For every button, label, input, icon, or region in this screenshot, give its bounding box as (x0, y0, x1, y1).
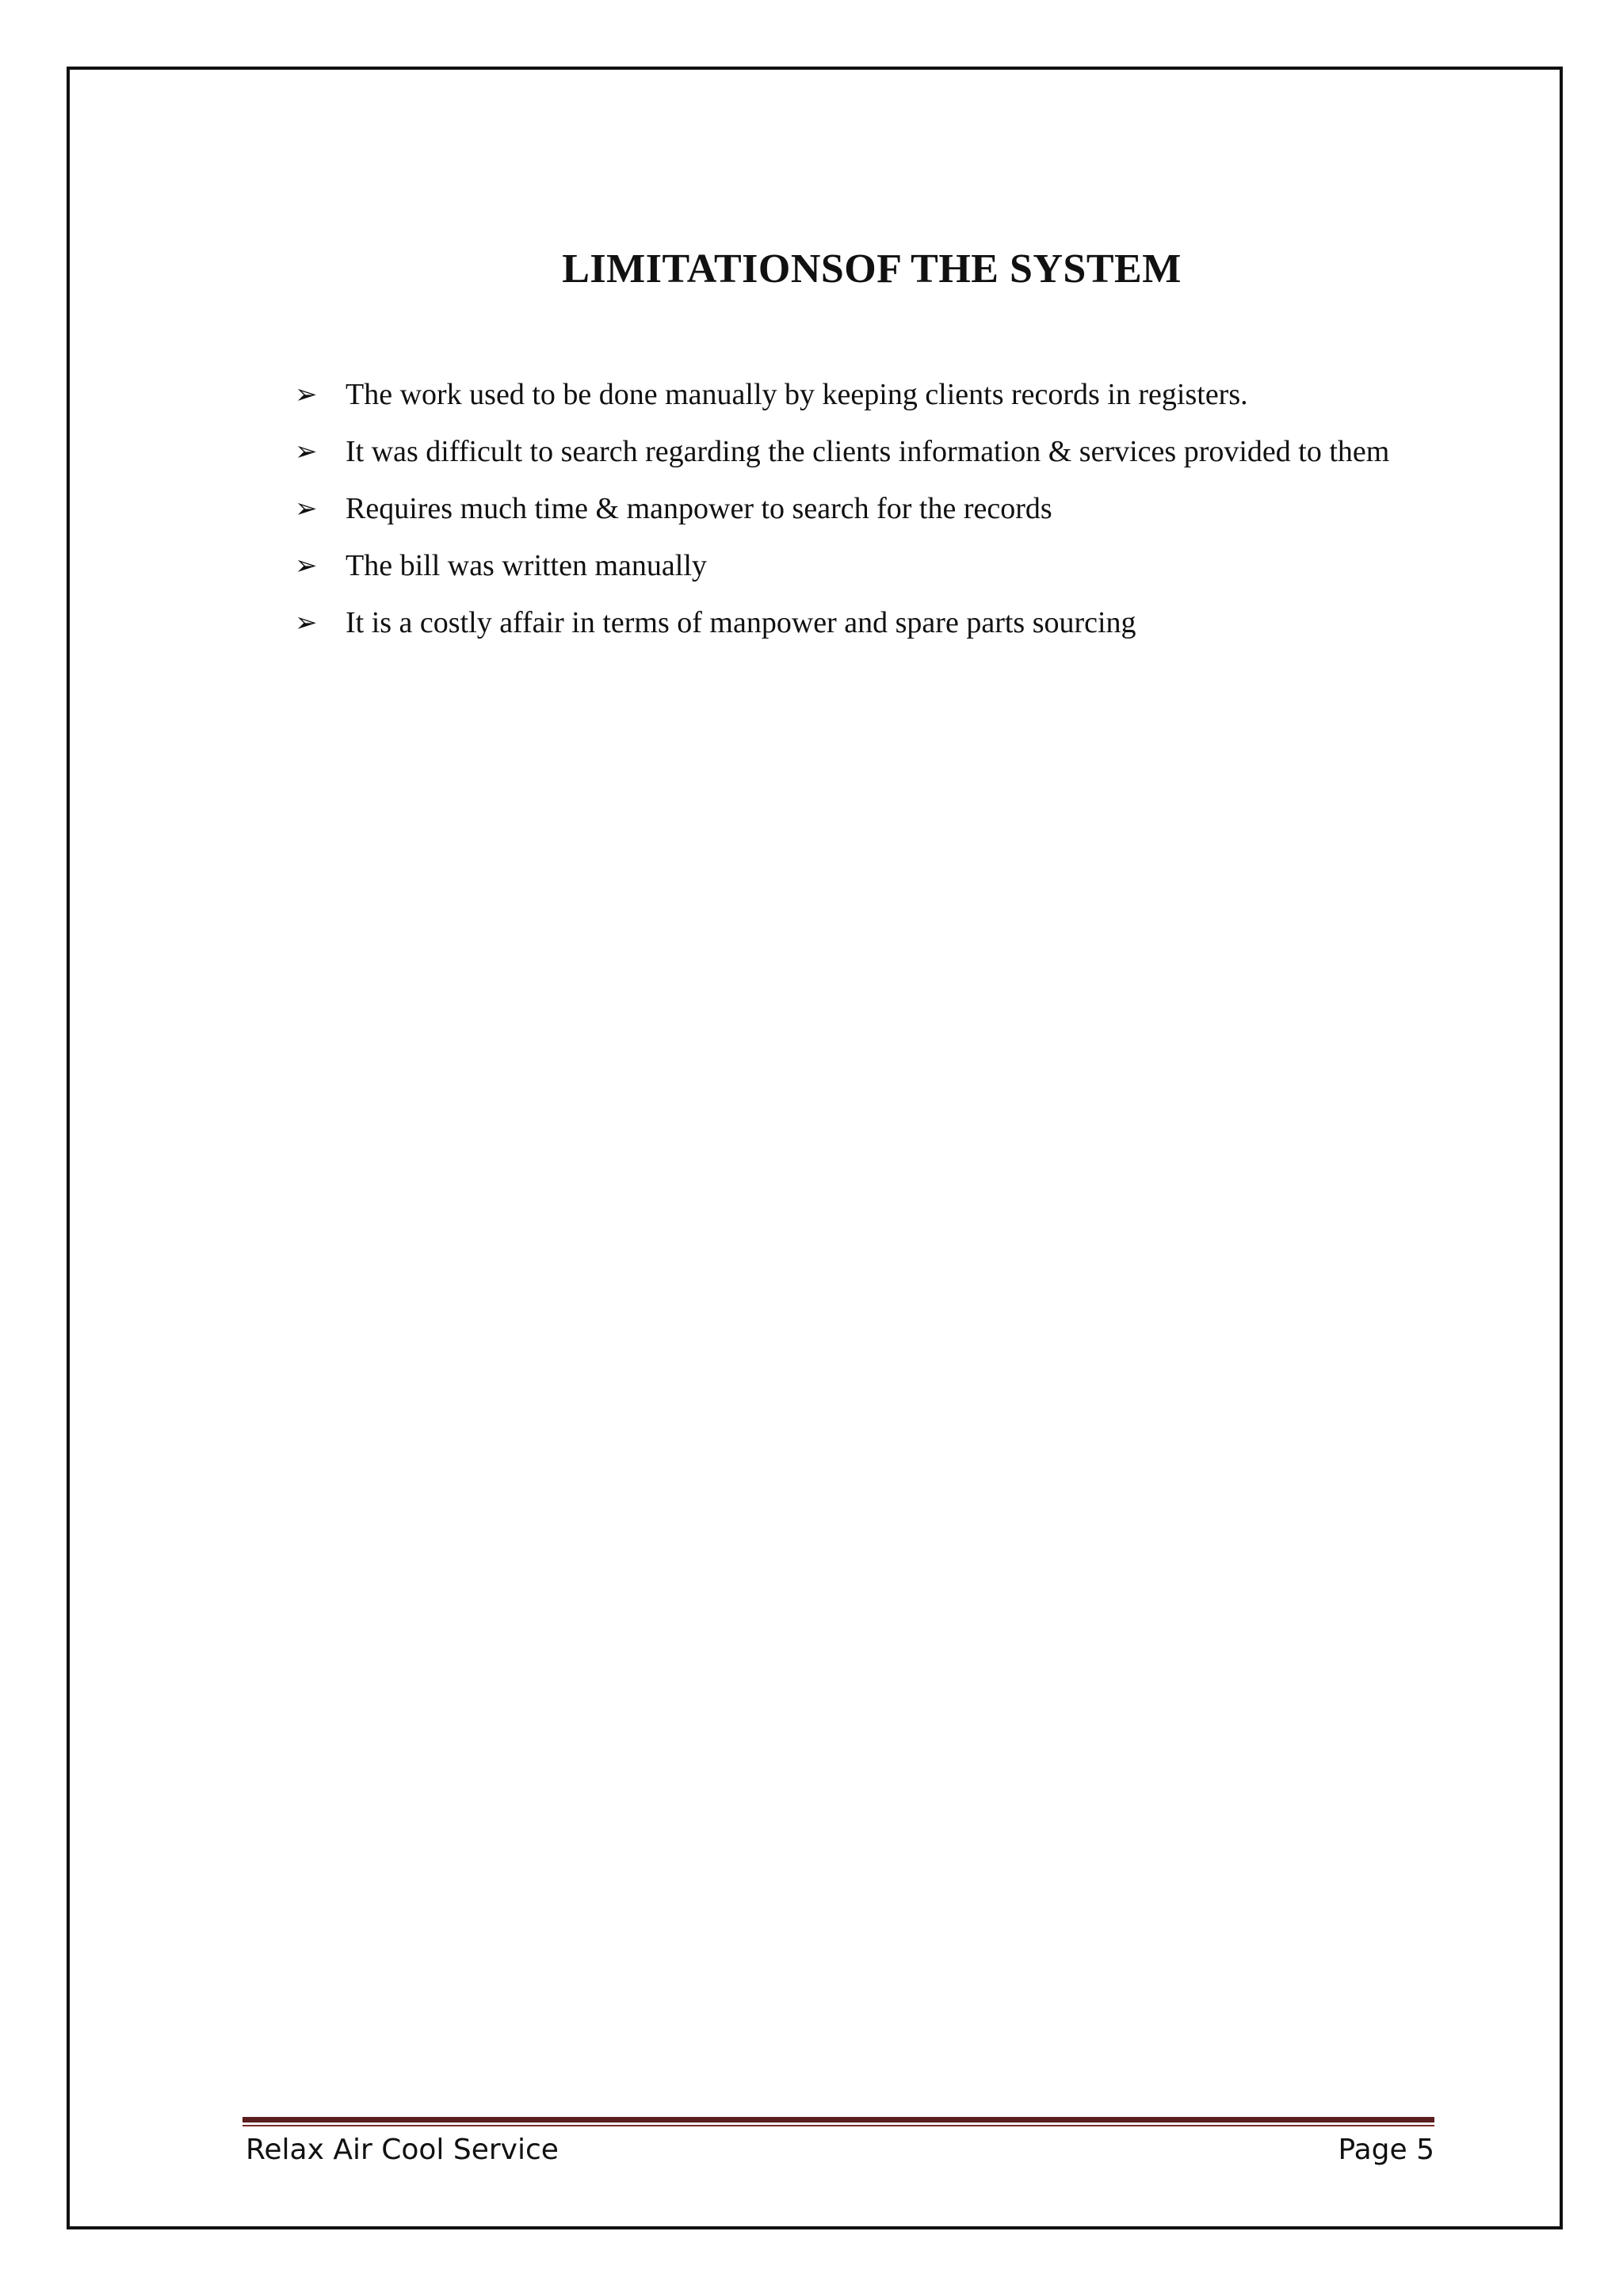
footer-divider-thick-line (242, 2117, 1434, 2122)
list-item-text: It was difficult to search regarding the clients information & services provided to them (346, 435, 1390, 468)
arrowhead-bullet-icon: ➢ (295, 436, 318, 467)
footer-divider-thin-line (242, 2125, 1434, 2126)
list-item (293, 594, 1434, 651)
arrowhead-bullet-icon: ➢ (295, 550, 318, 582)
arrowhead-bullet-icon: ➢ (295, 379, 318, 410)
list-item-text: Requires much time & manpower to search for the records (346, 492, 1052, 525)
list-item-text: The bill was written manually (346, 549, 707, 582)
list-item-text: It is a costly affair in terms of manpower and spare parts sourcing (346, 606, 1136, 639)
list-item (293, 423, 1434, 480)
list-item (293, 366, 1434, 423)
list-item (293, 537, 1434, 594)
list-item-text: The work used to be done manually by keeping clients records in registers. (346, 378, 1248, 411)
arrowhead-bullet-icon: ➢ (295, 493, 318, 524)
limitations-list (293, 366, 1434, 651)
page-title: LIMITATIONSOF THE SYSTEM (562, 246, 1182, 292)
footer-page-number: Page 5 (1338, 2134, 1434, 2166)
footer-divider (242, 2117, 1434, 2128)
arrowhead-bullet-icon: ➢ (295, 607, 318, 639)
list-item (293, 480, 1434, 537)
footer-company-name: Relax Air Cool Service (246, 2134, 559, 2166)
